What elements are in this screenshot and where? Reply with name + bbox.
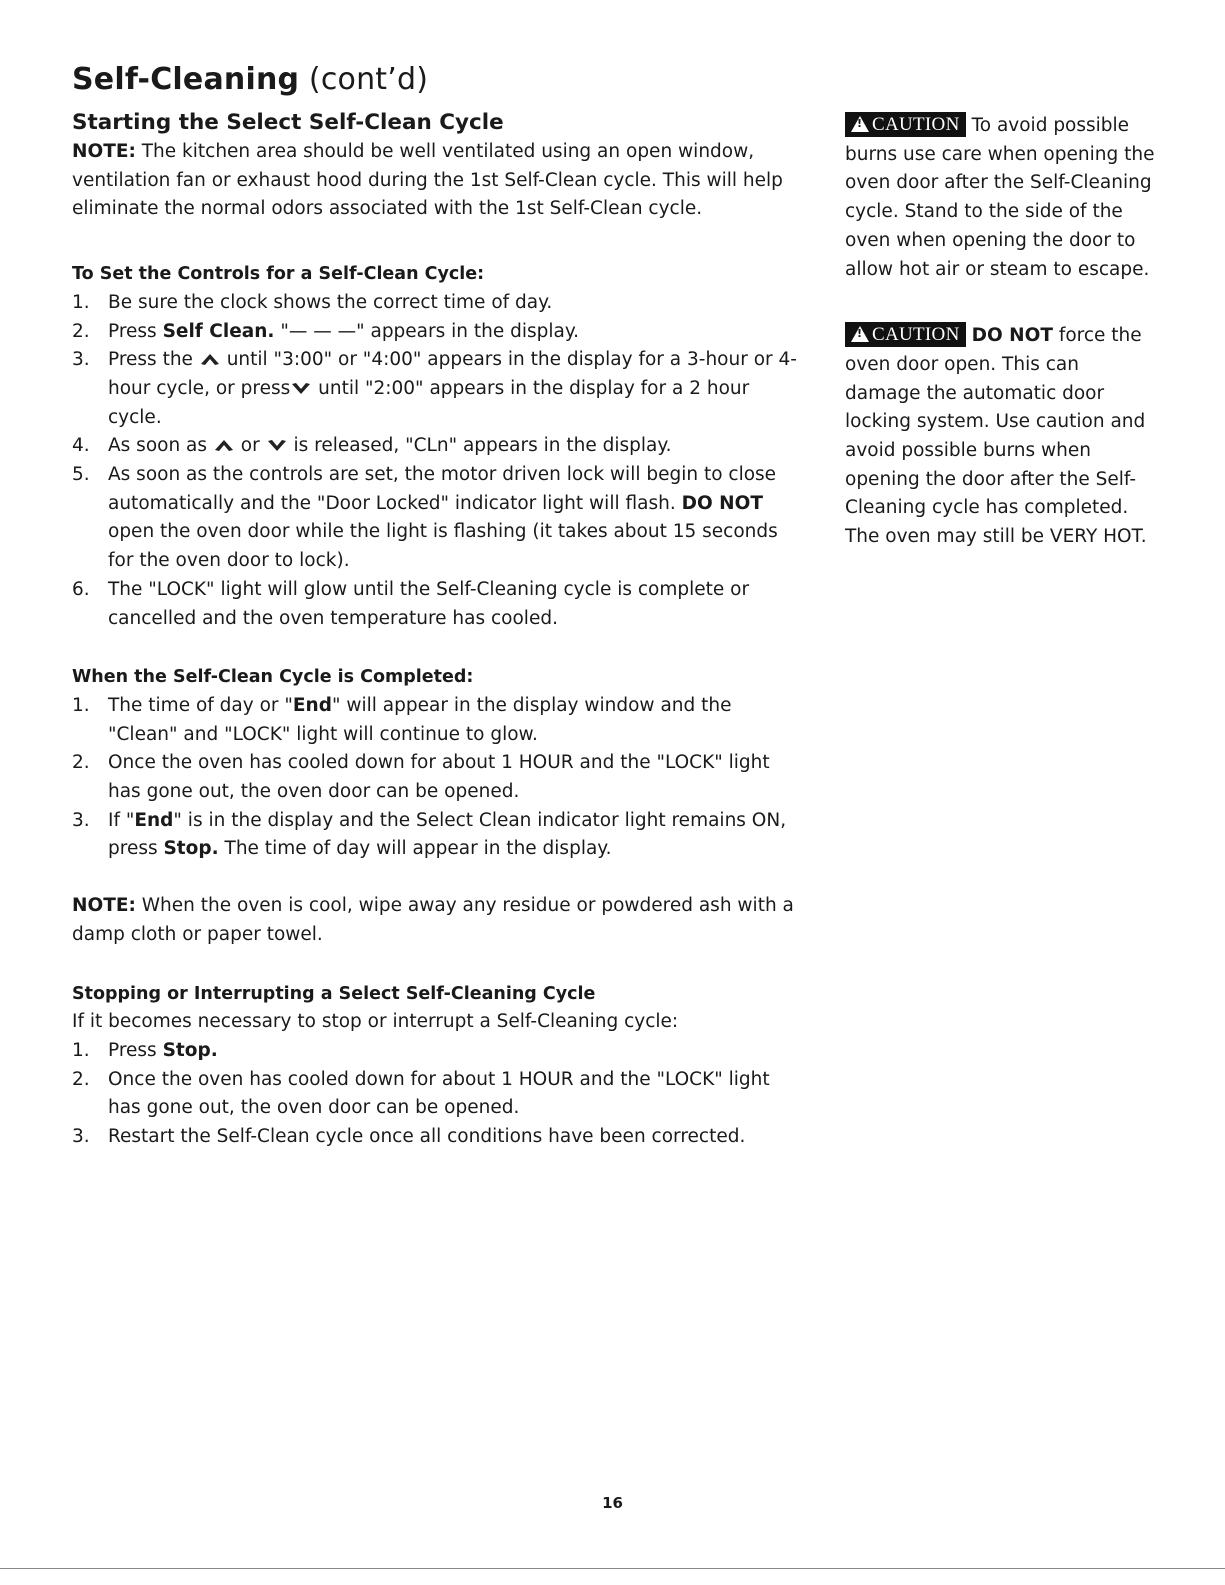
- page-number: 16: [602, 1494, 623, 1512]
- page-title: [72, 62, 428, 97]
- stop-key-label: Stop.: [162, 1039, 218, 1061]
- set-controls-list: [72, 289, 802, 633]
- list-item: [72, 1066, 802, 1123]
- step-text: The time of day or ": [108, 694, 293, 716]
- step-text: " will appear in the display window and the "Clean" and "LOCK" light will continue to glow.: [108, 694, 732, 745]
- note-label: NOTE:: [72, 141, 136, 162]
- stopping-intro: If it becomes necessary to stop or interrupt a Self-Cleaning cycle:: [72, 1011, 679, 1033]
- end-display-label: End: [134, 809, 174, 831]
- step-text: "— — —" appears in the display.: [274, 320, 580, 342]
- step-number: 5.: [72, 464, 90, 486]
- completed-list: [72, 692, 802, 864]
- list-item: [72, 749, 802, 806]
- step-number: 6.: [72, 578, 90, 600]
- step-text: Be sure the clock shows the correct time of day.: [108, 291, 553, 313]
- step-text: Once the oven has cooled down for about 1 HOUR and the "LOCK" light has gone out, the oven door can be opened.: [108, 752, 770, 803]
- note-ventilation: [72, 138, 802, 224]
- page-title-main: Self-Cleaning: [72, 62, 300, 97]
- chevron-down-icon: [290, 375, 312, 404]
- caution-hot-door: [845, 112, 1155, 284]
- step-text: " is in the display and the Select Clean indicator light remains ON, press: [108, 809, 787, 860]
- list-item: [72, 318, 802, 347]
- step-text: until "2:00" appears in the display for a 2 hour cycle.: [108, 377, 750, 428]
- caution-label: CAUTION: [872, 114, 960, 135]
- step-text: is released, "CLn" appears in the display.: [287, 435, 672, 457]
- set-controls-heading: To Set the Controls for a Self-Clean Cycle:: [72, 264, 485, 285]
- do-not-emphasis: DO NOT: [681, 492, 763, 514]
- step-text: As soon as: [108, 435, 213, 457]
- caution-badge: [845, 322, 966, 347]
- list-item: [72, 432, 802, 461]
- step-text: Restart the Self-Clean cycle once all conditions have been corrected.: [108, 1126, 746, 1148]
- main-column: [72, 108, 802, 1152]
- chevron-up-icon: [213, 432, 235, 461]
- step-number: 1.: [72, 694, 90, 716]
- stopping-heading: Stopping or Interrupting a Select Self-Cleaning Cycle: [72, 983, 596, 1004]
- note-label: NOTE:: [72, 895, 136, 917]
- note-text: When the oven is cool, wipe away any residue or powdered ash with a damp cloth or paper towel.: [72, 895, 794, 945]
- step-text: The "LOCK" light will glow until the Self-Cleaning cycle is complete or cancelled and the oven temperature has cooled.: [108, 578, 750, 629]
- step-text: As soon as the controls are set, the motor driven lock will begin to close automatically and the "Door Locked" indicator light will flash.: [108, 464, 777, 514]
- step-text: Once the oven has cooled down for about 1 HOUR and the "LOCK" light has gone out, the oven door can be opened.: [108, 1068, 770, 1119]
- warning-triangle-icon: [851, 116, 869, 132]
- caution-column: [845, 112, 1155, 552]
- list-item: [72, 1123, 802, 1152]
- end-display-label: End: [292, 694, 332, 716]
- step-number: 4.: [72, 435, 90, 457]
- stop-key-label: Stop.: [163, 838, 219, 860]
- caution-text: To avoid possible burns use care when opening the oven door after the Self-Cleaning cycle. Stand to the side of the oven when opening the door to allow hot air or steam to escape.: [845, 115, 1155, 280]
- page-title-suffix: (cont’d): [299, 62, 429, 97]
- step-number: 3.: [72, 1126, 90, 1148]
- self-clean-key-label: Self Clean.: [162, 320, 275, 342]
- do-not-emphasis: DO NOT: [971, 325, 1053, 347]
- step-text: Press the: [108, 349, 199, 371]
- step-number: 1.: [72, 291, 90, 313]
- step-text: If ": [108, 809, 135, 831]
- note-residue: [72, 892, 802, 949]
- caution-force-door: [845, 322, 1155, 552]
- warning-triangle-icon: [851, 326, 869, 342]
- step-text: Press: [108, 320, 163, 342]
- list-item: [72, 289, 802, 318]
- step-number: 2.: [72, 752, 90, 774]
- step-number: 3.: [72, 349, 90, 371]
- chevron-up-icon: [199, 346, 221, 375]
- caution-text: force the oven door open. This can damage the automatic door locking system. Use caution and avoid possible burns when opening the door after the Self-Cleaning cycle has completed. The oven may still be VERY HOT.: [845, 325, 1147, 548]
- stopping-list: [72, 1037, 802, 1152]
- bottom-divider: [0, 1568, 1225, 1569]
- step-number: 3.: [72, 809, 90, 831]
- step-number: 2.: [72, 320, 90, 342]
- step-text: Press: [108, 1039, 163, 1061]
- caution-badge: [845, 112, 966, 137]
- list-item: [72, 461, 802, 576]
- section-title: Starting the Select Self-Clean Cycle: [72, 110, 504, 135]
- list-item: [72, 807, 802, 864]
- step-text: until "3:00" or "4:00" appears in the display for a 3-hour or 4-hour cycle, or press: [108, 349, 797, 399]
- step-text: The time of day will appear in the display.: [218, 838, 612, 860]
- completed-heading: When the Self-Clean Cycle is Completed:: [72, 667, 474, 688]
- step-number: 1.: [72, 1039, 90, 1061]
- list-item: [72, 346, 802, 432]
- step-text: or: [234, 435, 266, 457]
- step-text: open the oven door while the light is flashing (it takes about 15 seconds for the oven door to lock).: [108, 521, 778, 572]
- caution-label: CAUTION: [872, 324, 960, 346]
- list-item: [72, 576, 802, 633]
- step-number: 2.: [72, 1068, 90, 1090]
- chevron-down-icon: [266, 432, 288, 461]
- list-item: [72, 1037, 802, 1066]
- note-text: The kitchen area should be well ventilated using an open window, ventilation fan or exhaust hood during the 1st Self-Clean cycle. This will help eliminate the normal odors associated with the 1st Self-Clean cycle.: [72, 141, 783, 220]
- list-item: [72, 692, 802, 749]
